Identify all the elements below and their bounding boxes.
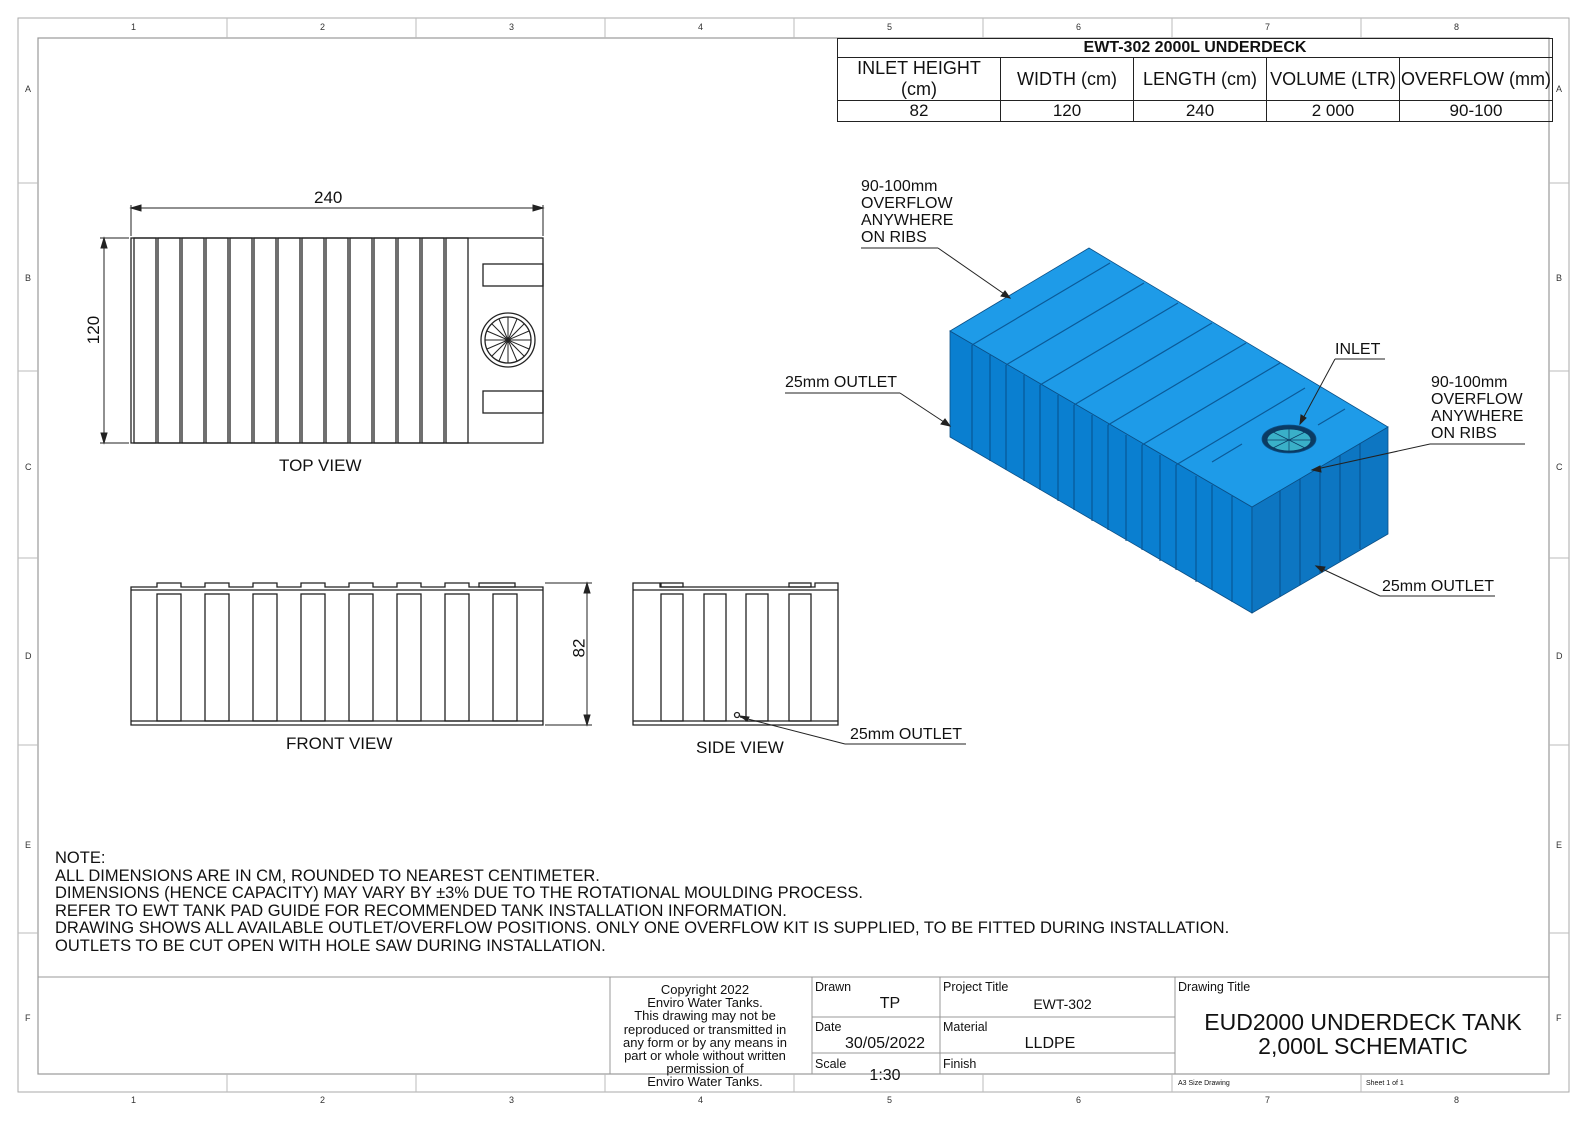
zone-row-e-left: E bbox=[25, 840, 32, 850]
drawn-label: Drawn bbox=[815, 980, 852, 994]
zone-col-5-top: 5 bbox=[887, 22, 893, 32]
copyright-line: permission of bbox=[666, 1061, 744, 1077]
zone-row-f-right: F bbox=[1556, 1013, 1562, 1023]
spec-header-length: LENGTH (cm) bbox=[1134, 58, 1267, 101]
zone-col-7-bottom: 7 bbox=[1265, 1095, 1271, 1105]
zone-col-6-bottom: 6 bbox=[1076, 1095, 1082, 1105]
copyright-line: any form or by any means in bbox=[622, 1034, 788, 1050]
finish-label: Finish bbox=[943, 1057, 977, 1071]
zone-col-1-bottom: 1 bbox=[131, 1095, 137, 1105]
drawing-notes bbox=[55, 850, 1229, 955]
copyright-line: Enviro Water Tanks. bbox=[647, 1074, 763, 1090]
sheet-note: Sheet 1 of 1 bbox=[1366, 1080, 1404, 1087]
overflow-right-line-3: ANYWHERE bbox=[1431, 408, 1524, 425]
spec-value-width: 120 bbox=[1001, 101, 1134, 122]
zone-col-5-bottom: 5 bbox=[887, 1095, 893, 1105]
zone-col-2-bottom: 2 bbox=[320, 1095, 326, 1105]
top-view-label: TOP VIEW bbox=[279, 456, 362, 475]
copyright-line: Enviro Water Tanks. bbox=[647, 995, 763, 1011]
note-line: DIMENSIONS (HENCE CAPACITY) MAY VARY BY ±3% DUE TO THE ROTATIONAL MOULDING PROCESS. bbox=[55, 884, 863, 902]
date-value: 30/05/2022 bbox=[844, 1035, 926, 1052]
front-height-dimension: 82 bbox=[569, 638, 589, 658]
spec-header-width: WIDTH (cm) bbox=[1001, 58, 1134, 101]
note-line: DRAWING SHOWS ALL AVAILABLE OUTLET/OVERFLOW POSITIONS. ONLY ONE OVERFLOW KIT IS SUPPLIED, TO BE FITTED DURING INSTALLATION. bbox=[55, 919, 1230, 937]
date-label: Date bbox=[815, 1020, 842, 1034]
copyright-line: reproduced or transmitted in bbox=[623, 1021, 787, 1037]
overflow-callout-right bbox=[1431, 374, 1523, 442]
zone-col-6-top: 6 bbox=[1076, 22, 1082, 32]
zone-col-4-bottom: 4 bbox=[698, 1095, 704, 1105]
overflow-top-line-2: OVERFLOW bbox=[861, 195, 953, 212]
copyright-notice bbox=[605, 983, 805, 1089]
top-length-dimension: 240 bbox=[314, 188, 343, 207]
copyright-line: This drawing may not be bbox=[634, 1008, 776, 1024]
isometric-tank bbox=[950, 248, 1388, 613]
overflow-right-line-1: 90-100mm bbox=[1431, 374, 1508, 391]
zone-row-c-right: C bbox=[1556, 462, 1563, 472]
note-line: ALL DIMENSIONS ARE IN CM, ROUNDED TO NEAREST CENTIMETER. bbox=[55, 866, 600, 885]
project-title-value: EWT-302 bbox=[1033, 996, 1092, 1012]
zone-row-e-right: E bbox=[1556, 840, 1563, 850]
drawing-title-line-2: 2,000L SCHEMATIC bbox=[1258, 1033, 1468, 1059]
overflow-right-line-2: OVERFLOW bbox=[1431, 391, 1523, 408]
side-view-label: SIDE VIEW bbox=[696, 738, 784, 757]
overflow-right-line-4: ON RIBS bbox=[1431, 425, 1497, 442]
spec-header-volume: VOLUME (LTR) bbox=[1267, 58, 1400, 101]
top-view-drawing bbox=[131, 238, 543, 443]
zone-col-8-top: 8 bbox=[1454, 22, 1460, 32]
notes-heading: NOTE: bbox=[55, 849, 106, 867]
spec-header-inlet-height: INLET HEIGHT (cm) bbox=[838, 58, 1001, 101]
outlet-callout-side: 25mm OUTLET bbox=[850, 726, 963, 743]
drawn-value: TP bbox=[879, 995, 901, 1012]
inlet-callout: INLET bbox=[1335, 341, 1381, 358]
zone-col-7-top: 7 bbox=[1265, 22, 1271, 32]
material-label: Material bbox=[943, 1020, 988, 1034]
overflow-top-line-1: 90-100mm bbox=[861, 178, 938, 195]
spec-value-overflow: 90-100 bbox=[1400, 101, 1553, 122]
material-value: LLDPE bbox=[1024, 1035, 1076, 1052]
zone-col-3-bottom: 3 bbox=[509, 1095, 515, 1105]
note-line: REFER TO EWT TANK PAD GUIDE FOR RECOMMENDED TANK INSTALLATION INFORMATION. bbox=[55, 901, 787, 920]
drawing-title-line-1: EUD2000 UNDERDECK TANK bbox=[1204, 1009, 1522, 1035]
spec-table-title: EWT-302 2000L UNDERDECK bbox=[838, 39, 1553, 58]
zone-row-b-left: B bbox=[25, 273, 32, 283]
zone-col-3-top: 3 bbox=[509, 22, 515, 32]
outlet-callout-left: 25mm OUTLET bbox=[785, 374, 898, 391]
overflow-callout-top bbox=[861, 178, 953, 246]
copyright-line: Copyright 2022 bbox=[660, 982, 750, 997]
scale-label: Scale bbox=[815, 1057, 847, 1071]
zone-row-a-left: A bbox=[25, 84, 32, 94]
drawing-title bbox=[1178, 1010, 1548, 1058]
zone-col-4-top: 4 bbox=[698, 22, 704, 32]
zone-row-b-right: B bbox=[1556, 273, 1563, 283]
zone-col-2-top: 2 bbox=[320, 22, 326, 32]
zone-row-d-right: D bbox=[1556, 651, 1563, 661]
spec-header-overflow: OVERFLOW (mm) bbox=[1400, 58, 1553, 101]
size-note: A3 Size Drawing bbox=[1178, 1080, 1230, 1087]
zone-col-1-top: 1 bbox=[131, 22, 137, 32]
scale-value: 1:30 bbox=[869, 1067, 901, 1084]
zone-row-a-right: A bbox=[1556, 84, 1563, 94]
zone-row-c-left: C bbox=[25, 462, 32, 472]
top-width-dimension: 120 bbox=[84, 315, 104, 345]
side-view-drawing bbox=[633, 583, 838, 725]
zone-col-8-bottom: 8 bbox=[1454, 1095, 1460, 1105]
overflow-top-line-4: ON RIBS bbox=[861, 229, 927, 246]
drawing-title-label: Drawing Title bbox=[1178, 980, 1251, 994]
outlet-callout-right: 25mm OUTLET bbox=[1382, 578, 1495, 595]
front-view-label: FRONT VIEW bbox=[286, 734, 393, 753]
zone-row-d-left: D bbox=[25, 651, 32, 661]
top-view-dimensions bbox=[100, 205, 543, 443]
spec-value-length: 240 bbox=[1134, 101, 1267, 122]
overflow-top-line-3: ANYWHERE bbox=[861, 212, 954, 229]
note-line: OUTLETS TO BE CUT OPEN WITH HOLE SAW DURING INSTALLATION. bbox=[55, 936, 606, 955]
zone-row-f-left: F bbox=[25, 1013, 31, 1023]
spec-value-volume: 2 000 bbox=[1267, 101, 1400, 122]
project-title-label: Project Title bbox=[943, 980, 1009, 994]
front-view-drawing bbox=[131, 583, 543, 725]
spec-value-inlet-height: 82 bbox=[838, 101, 1001, 122]
copyright-line: part or whole without written bbox=[624, 1048, 786, 1064]
spec-table bbox=[837, 38, 1553, 122]
